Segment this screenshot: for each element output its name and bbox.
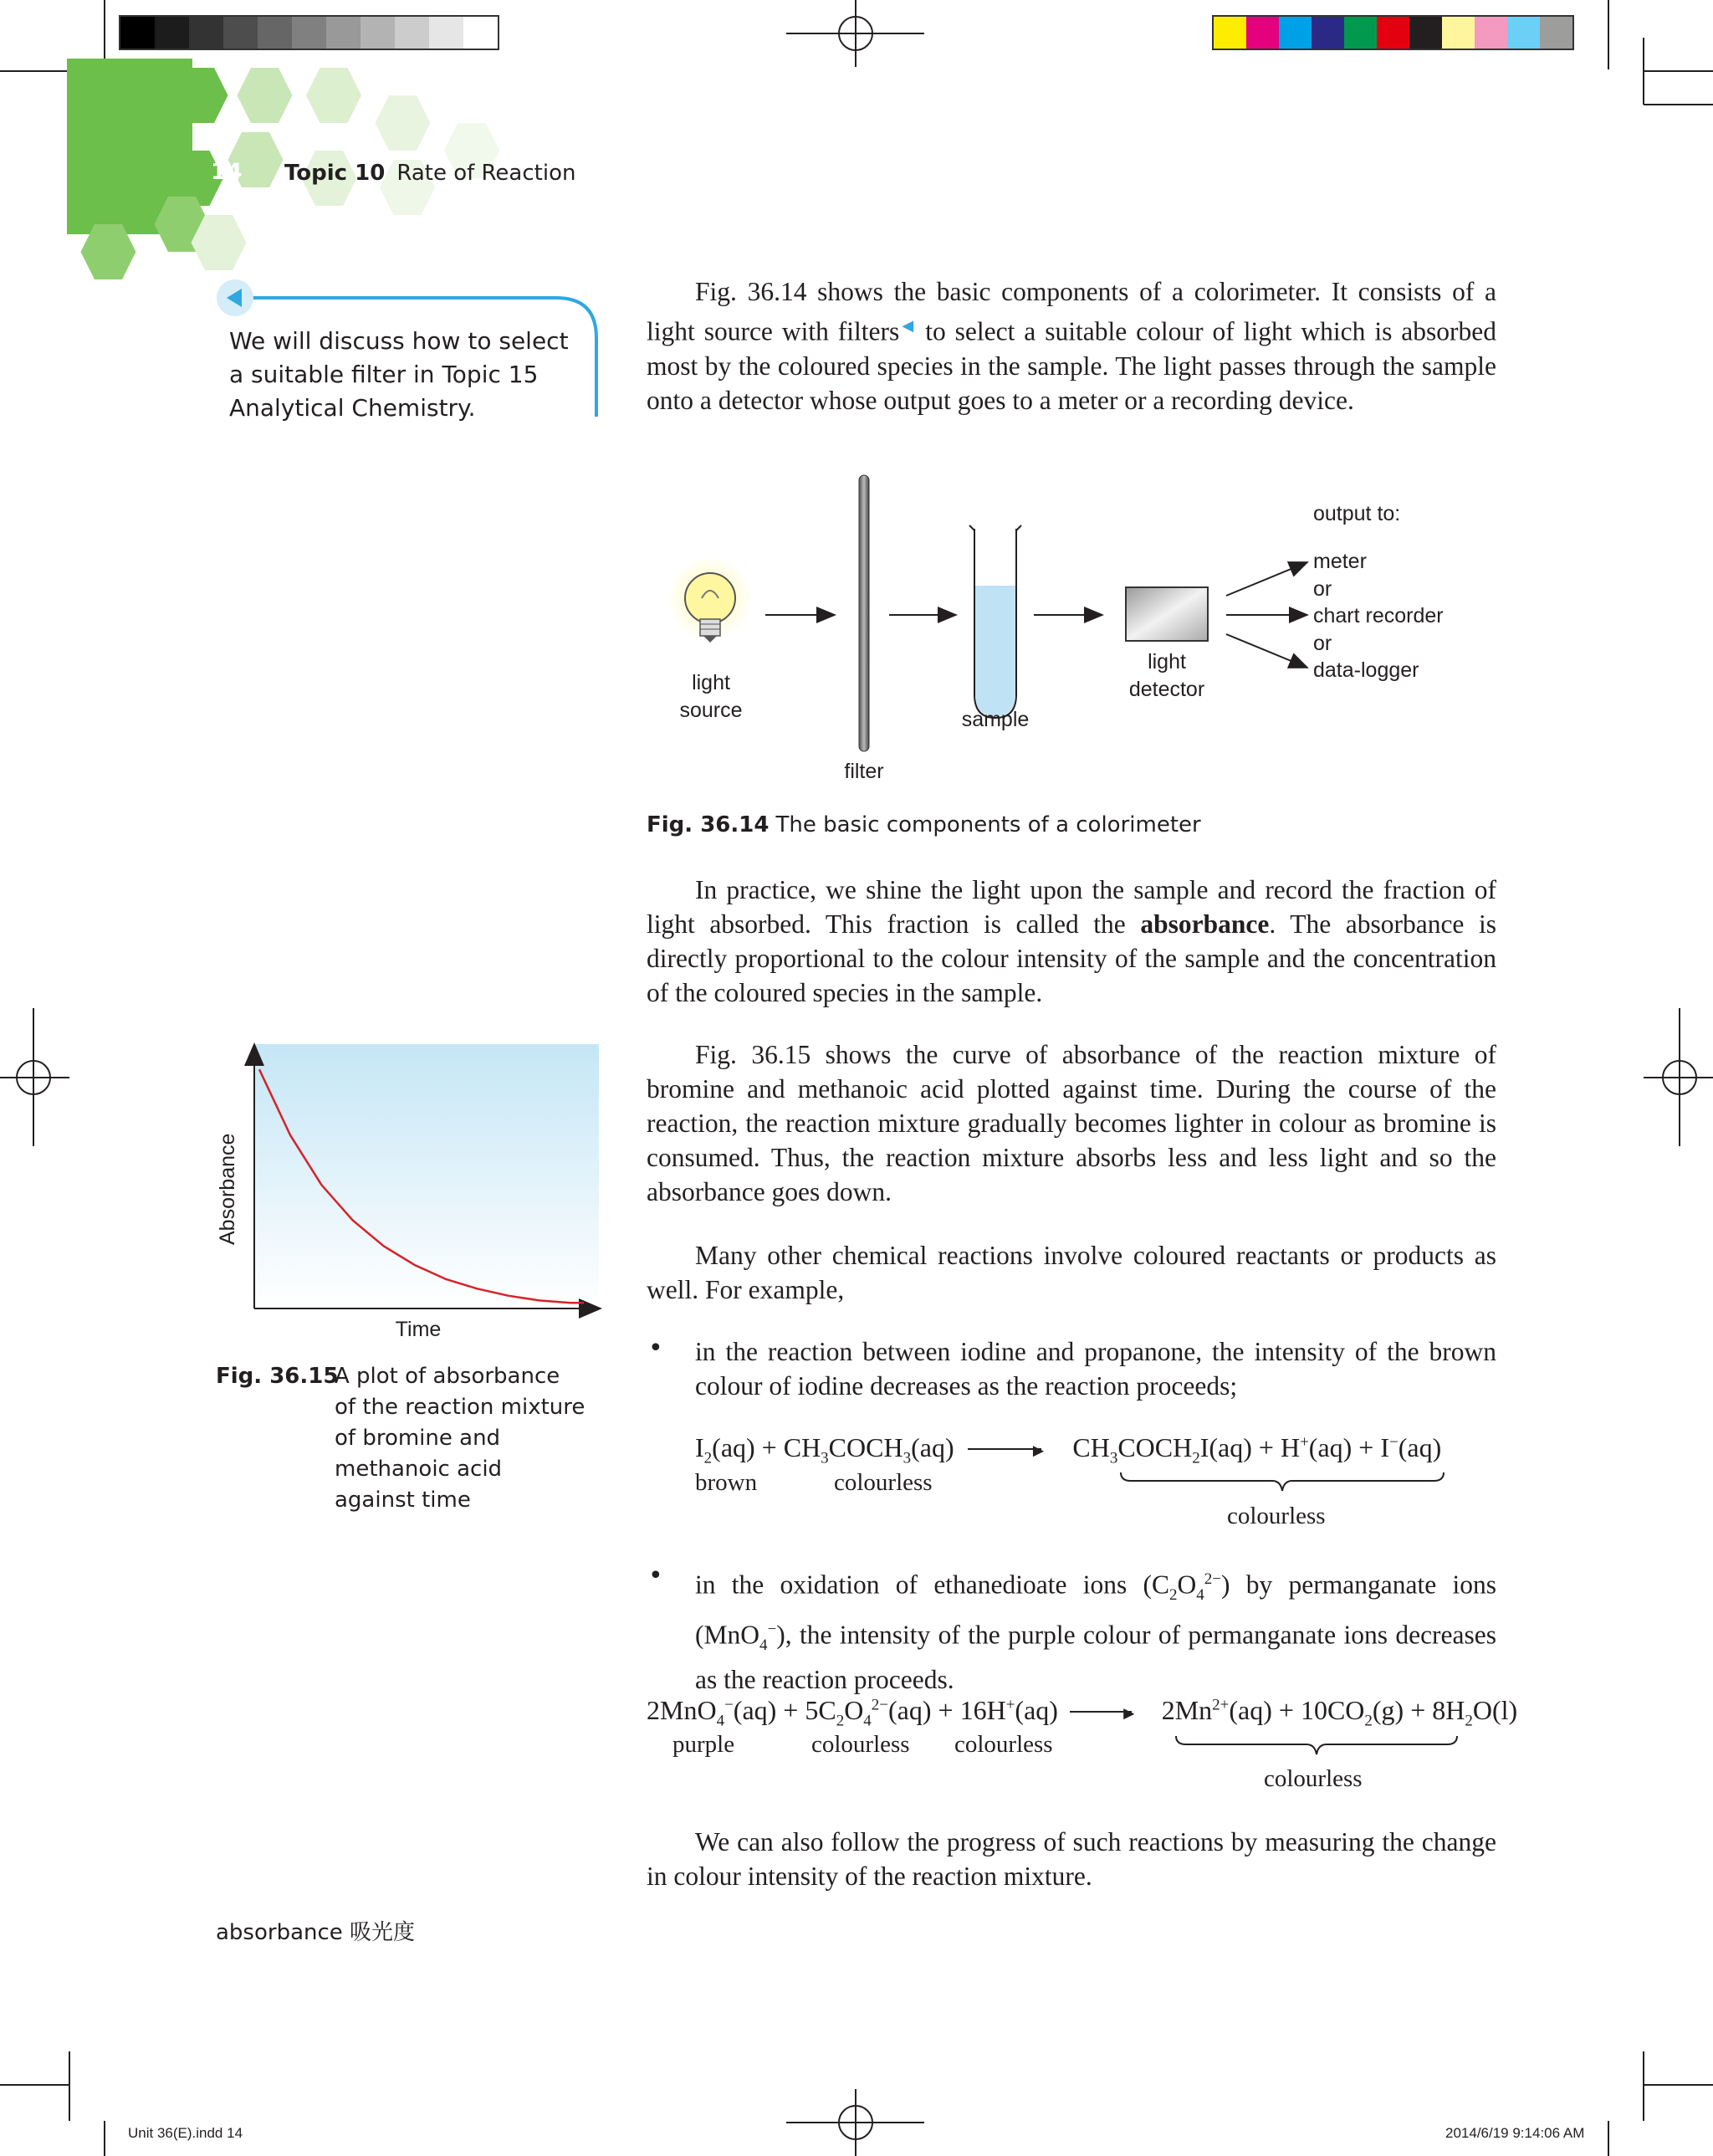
filter-plate (859, 475, 869, 751)
bullet-2: in the oxidation of ethanedioate ions $(C_2O_4^{2-})$ by permanganate ions (MnO$_4$−), the intensity of the purple colour of permanganate ions decreases as the reaction proceeds. (695, 1570, 1496, 1694)
output-list (1313, 548, 1444, 684)
eq1-brace (1119, 1471, 1445, 1496)
intro-part1: Fig. 36.14 shows the basic components of a colorimeter. It consists of a light source with filters (647, 277, 1496, 346)
many-paragraph (647, 1238, 1496, 1307)
absorbance-term: absorbance (1140, 909, 1270, 939)
fig-36-15-paragraph (647, 1037, 1496, 1209)
topic-header (284, 161, 575, 186)
absorbance-time-chart (209, 1036, 611, 1354)
footer-file: Unit 36(E).indd 14 (128, 2125, 243, 2141)
bullet-1-text: in the reaction between iodine and propanone, the intensity of the brown colour of iodine decreases as the reaction proceeds; (695, 1337, 1496, 1401)
bullet-2-dot: • (648, 1561, 663, 1590)
eq1-label-brown: brown (695, 1469, 758, 1496)
note-marker-icon: ◀ (899, 317, 917, 334)
practice-part1: In practice, we shine the light upon the sample and record the fraction of light absorbed. This fraction is called the (647, 875, 1496, 939)
label-output-to: output to: (1313, 502, 1401, 525)
plot-background (254, 1044, 599, 1308)
eq1-label-colourless-1: colourless (834, 1469, 933, 1496)
bullet-2-part2: ) by permanganate ions (MnO (695, 1570, 1496, 1650)
intro-part2: to select a suitable colour of light which is absorbed most by the coloured species in the sample. The light passes through the sample onto a detector whose output goes to a meter or a recording device. (647, 316, 1496, 415)
bullet-1-dot: • (648, 1334, 663, 1363)
label-light-source (669, 669, 753, 725)
label-chart-recorder: chart recorder (1313, 604, 1444, 627)
eq2-brace (1174, 1734, 1459, 1759)
fig-36-14-text: The basic components of a colorimeter (775, 812, 1201, 837)
label-detector-line1: light (1148, 650, 1186, 673)
bullet-1 (695, 1334, 1496, 1403)
final-paragraph (647, 1825, 1496, 1893)
label-light-detector (1121, 648, 1213, 704)
fig-36-15-text: A plot of absorbance of the reaction mixture of bromine and methanoic acid against time (335, 1364, 585, 1513)
eq2-label-colourless-3: colourless (1264, 1765, 1363, 1792)
equation-1: $I_2(aq)$ + $CH_3COCH_3(aq)$ ► $CH_3COCH_2I(aq) + H^+(aq) + I^-(aq)$ (695, 1432, 1442, 1467)
topic-title: Rate of Reaction (396, 161, 576, 186)
eq1-label-colourless-2: colourless (1227, 1503, 1326, 1529)
page-number: 14 (211, 159, 243, 185)
topic-label: Topic 10 (284, 161, 386, 186)
fig-36-15-label: Fig. 36.15 (216, 1364, 339, 1389)
side-note-text: We will discuss how to select a suitable filter in Topic 15 Analytical Chemistry. (229, 327, 569, 422)
light-bulb-icon (667, 559, 754, 646)
label-sample: sample (961, 708, 1030, 731)
label-data-logger: data-logger (1313, 658, 1419, 682)
fig-36-14-caption (647, 812, 1201, 837)
label-light-source-line2: source (679, 699, 743, 722)
label-or-1: or (1313, 576, 1332, 601)
fig-36-15-caption (216, 1361, 592, 1516)
test-tube-icon (969, 525, 1021, 718)
label-light-source-line1: light (692, 671, 730, 694)
label-detector-line2: detector (1128, 678, 1205, 701)
bullet-2-part3: ), the intensity of the purple colour of permanganate ions decreases as the reaction proceeds. (695, 1620, 1496, 1694)
label-meter: meter (1313, 550, 1367, 573)
eq2-label-purple: purple (672, 1731, 735, 1758)
fig-36-14-label: Fig. 36.14 (647, 812, 770, 837)
fig-36-15-paragraph-text: Fig. 36.15 shows the curve of absorbance of the reaction mixture of bromine and methanoic acid plotted against time. During the course of the reaction, the reaction mixture gradually becomes lighter in colour as bromine is consumed. Thus, the reaction mixture absorbs less and less light and so the absorbance goes down. (647, 1040, 1496, 1206)
detector-box (1126, 587, 1208, 641)
intro-paragraph (647, 274, 1496, 417)
practice-paragraph (647, 873, 1496, 1010)
glossary-entry: absorbance 吸光度 (216, 1920, 416, 1945)
equation-2: $2MnO_4^-(aq) + 5C_2O_4^{2-}(aq) + 16H^+(aq)$ ► $2Mn^{2+}(aq) + 10CO_2(g) + 8H_2O(l)$ (647, 1695, 1518, 1730)
label-filter: filter (844, 760, 884, 783)
final-paragraph-text: We can also follow the progress of such reactions by measuring the change in colour intensity of the reaction mixture. (647, 1827, 1496, 1891)
footer-timestamp: 2014/6/19 9:14:06 AM (1445, 2125, 1585, 2141)
label-or-2: or (1313, 631, 1332, 655)
practice-part2: . The absorbance is directly proportional to the colour intensity of the sample and the concentration of the coloured species in the sample. (647, 909, 1496, 1007)
eq2-label-colourless-2: colourless (954, 1731, 1053, 1758)
many-paragraph-text: Many other chemical reactions involve coloured reactants or products as well. For example, (647, 1241, 1496, 1304)
bullet-2-part1: in the oxidation of ethanedioate ions (C (695, 1570, 1170, 1600)
chart-x-label: Time (395, 1318, 442, 1341)
eq2-label-colourless-1: colourless (811, 1731, 910, 1758)
chart-y-label: Absorbance (216, 1133, 239, 1245)
